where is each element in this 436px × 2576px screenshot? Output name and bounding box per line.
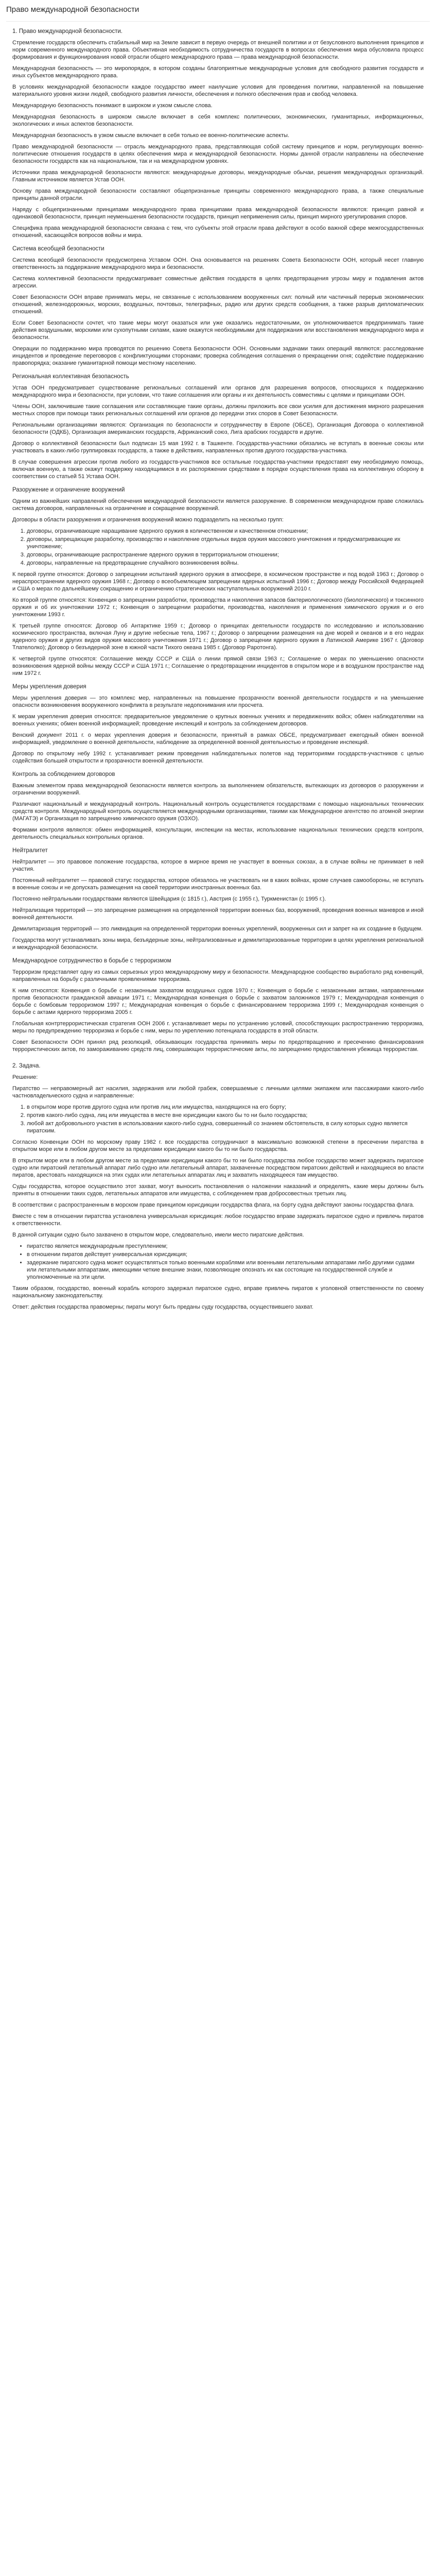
paragraph: Если Совет Безопасности сочтет, что такие меры могут оказаться или уже оказались недостаточными, он уполномочивается предпринимать такие действия воздушными, морскими или сухопутными силами, какие окажутся необходимыми для поддержания или восстановления международного мира и безопасности.: [12, 320, 424, 341]
paragraph: Венский документ 2011 г. о мерах укрепления доверия и безопасности, принятый в рамках ОБСЕ, предусматривает ежегодный обмен военной информацией, уведомление о военной деятельности, наблюдение за определенной военной деятельностью и проведение инспекций.: [12, 732, 424, 745]
paragraph: Демилитаризация территорий — это ликвидация на определенной территории военных укреплений, вооруженных сил и запрет на их создание в будущем.: [12, 926, 423, 932]
paragraph: Устав ООН предусматривает существование региональных соглашений или органов для разрешения вопросов, относящихся к поддержанию международного мира и безопасности, при условии, что такие соглашения или органы и их деятельность совместимы с целями и принципами ООН.: [12, 385, 424, 398]
bullet-list: [12, 1243, 424, 1281]
section-heading: Региональная коллективная безопасность: [12, 374, 129, 380]
paragraph: Совет Безопасности ООН принял ряд резолюций, обязывающих государства принимать меры по предотвращению и пресечению финансирования террористических актов, по замораживанию средств лиц, совершающих террористические акты, по запрещению предоставления убежища террористам.: [12, 1039, 424, 1053]
paragraph: К третьей группе относятся: Договор об Антарктике 1959 г.; Договор о принципах деятельности государств по исследованию и использованию космического пространства, включая Луну и другие небесные тела, 1967 г.; Договор о запрещении размещения на дне морей и океанов и в его недрах ядерного оружия и других видов оружия массового уничтожения 1971 г.; Договор о запрещении ядерного оружия в Латинской Америке 1967 г. (Договор Тлателолко); Договор о безъядерной зоне в южной части Тихого океана 1985 г. (Договор Раротонга).: [12, 623, 424, 651]
paragraph: К ним относятся: Конвенция о борьбе с незаконным захватом воздушных судов 1970 г.; Конвенция о борьбе с незаконными актами, направленными против безопасности гражданской авиации 1971 г.; Международная конвенция о борьбе с захватом заложников 1979 г.; Международная конвенция о борьбе с бомбовым терроризмом 1997 г.; Международная конвенция о борьбе с финансированием терроризма 1999 г.; Международная конвенция о борьбе с актами ядерного терроризма 2005 г.: [12, 988, 424, 1015]
section-heading: 2. Задача.: [12, 1063, 41, 1069]
paragraph: Вместе с тем в отношении пиратства установлена универсальная юрисдикция: любое государство вправе задержать пиратское судно и привлечь пиратов к ответственности.: [12, 1213, 424, 1227]
paragraph: В условиях международной безопасности каждое государство имеет наилучшие условия для проведения политики, направленной на повышение материального уровня жизни людей, свободного развития личности, обеспечения и полного обеспечения прав и свобод человека.: [12, 84, 424, 97]
section-heading: Меры укрепления доверия: [12, 684, 86, 690]
list-item: 1. в открытом море против другого судна или против лиц или имущества, находящихся на его борту;: [27, 1104, 424, 1111]
document-body: [6, 21, 430, 1311]
paragraph: Ответ: действия государства правомерны; пираты могут быть преданы суду государства, осуществившего захват.: [12, 1304, 313, 1310]
paragraph: Наряду с общепризнанными принципами международного права принципами права международной безопасности являются: принцип равной и одинаковой безопасности, принцип неуменьшения безопасности государств, принцип неприменения силы, принцип мирного урегулирования споров.: [12, 207, 424, 220]
list-item: 2. договоры, запрещающие разработку, производство и накопление отдельных видов оружия массового уничтожения и предусматривающие их уничтожение;: [27, 536, 424, 550]
paragraph: Стремление государств обеспечить стабильный мир на Земле зависит в первую очередь от внешней политики и от безусловного выполнения принципов и норм современного международного права. Объективная необходимость сотрудничества государств в вопросах обеспечения мира обусловила процесс формирования и функционирования новой отрасли общего международного права — права международной безопасности.: [12, 40, 424, 60]
paragraph: Договоры в области разоружения и ограничения вооружений можно подразделить на несколько групп:: [12, 517, 284, 523]
list-item: 1. договоры, ограничивающие наращивание ядерного оружия в количественном и качественном отношении;: [27, 528, 424, 535]
paragraph: Система всеобщей безопасности предусмотрена Уставом ООН. Она основывается на решениях Совета Безопасности ООН, который несет главную ответственность за поддержание международного мира и безопасности.: [12, 257, 424, 270]
paragraph: К мерам укрепления доверия относятся: предварительное уведомление о крупных военных учениях и передвижениях войск; обмен наблюдателями на военных учениях; обмен военной информацией; проведение инспекций и контроль за соблюдением договоров.: [12, 714, 424, 727]
paragraph: Терроризм представляет одну из самых серьезных угроз международному миру и безопасности. Международное сообщество выработало ряд конвенций, направленных на борьбу с различными проявлениями терроризма.: [12, 969, 424, 982]
section-heading: 1. Право международной безопасности.: [12, 28, 123, 35]
paragraph: В открытом море или в любом другом месте за пределами юрисдикции какого бы то ни было государства любое государство может задержать пиратское судно или пиратский летательный аппарат либо судно или летательный аппарат, захваченные посредством пиратских действий и находящиеся во власти пиратов, арестовать находящихся на этих судах или летательных аппаратах лиц и захватить находящееся там имущество.: [12, 1158, 424, 1178]
paragraph: К первой группе относятся: Договор о запрещении испытаний ядерного оружия в атмосфере, в космическом пространстве и под водой 1963 г.; Договор о нераспространении ядерного оружия 1968 г.; Договор о всеобъемлющем запрещении ядерных испытаний 1996 г.; Договор между Российской Федерацией и США о мерах по дальнейшему сокращению и ограничению стратегических наступательных вооружений 2010 г.: [12, 571, 424, 592]
paragraph: Международная безопасность в узком смысле включает в себя только ее военно-политические аспекты.: [12, 132, 290, 139]
paragraph: В случае совершения агрессии против любого из государств-участников все остальные государства-участники предоставят ему необходимую помощь, включая военную, а также окажут поддержку находящимися в их распоряжении средствами в порядке осуществления права на коллективную оборону в соответствии со статьей 51 Устава ООН.: [12, 459, 424, 480]
paragraph: Одним из важнейших направлений обеспечения международной безопасности является разоружение. В современном международном праве сложилась система договоров, направленных на ограничение и сокращение вооружений.: [12, 498, 424, 512]
numbered-list: [12, 528, 424, 567]
paragraph: В данной ситуации судно было захвачено в открытом море, следовательно, имели место пиратские действия.: [12, 1232, 304, 1238]
paragraph: К четвертой группе относятся: Соглашение между СССР и США о линии прямой связи 1963 г.; Соглашение о мерах по уменьшению опасности возникновения ядерной войны между СССР и США 1971 г.; Соглашение о предотвращении инцидентов в открытом море и в воздушном пространстве над ним 1972 г.: [12, 656, 424, 676]
paragraph: Система коллективной безопасности предусматривает совместные действия государств в целях предотвращения угрозы миру и подавления актов агрессии.: [12, 276, 424, 289]
paragraph: Решение:: [12, 1074, 38, 1080]
paragraph: Источники права международной безопасности являются: международные договоры, международные обычаи, решения международных организаций. Главным источником является Устав ООН.: [12, 170, 424, 183]
list-item: 2. против какого-либо судна, лиц или имущества в месте вне юрисдикции какого бы то ни было государства;: [27, 1112, 424, 1119]
paragraph: Различают национальный и международный контроль. Национальный контроль осуществляется государствами с помощью национальных технических средств контроля. Международный контроль осуществляется международными организациями, такими как Международное агентство по атомной энергии (МАГАТЭ) и Организация по запрещению химического оружия (ОЗХО).: [12, 801, 424, 822]
paragraph: Важным элементом права международной безопасности является контроль за выполнением обязательств, вытекающих из договоров о разоружении и ограничении вооружений.: [12, 783, 424, 796]
section-heading: Разоружение и ограничение вооружений: [12, 487, 125, 493]
paragraph: Суды государства, которое осуществило этот захват, могут выносить постановления о наложении наказаний и определять, какие меры должны быть приняты в отношении таких судов, летательных аппаратов или имущества, с соблюдением прав добросовестных третьих лиц.: [12, 1183, 424, 1197]
paragraph: Государства могут устанавливать зоны мира, безъядерные зоны, нейтрализованные и демилитаризованные территории в целях укрепления региональной и международной безопасности.: [12, 937, 424, 951]
paragraph: Нейтралитет — это правовое положение государства, которое в мирное время не участвует в военных союзах, а в случае войны не принимает в ней участия.: [12, 859, 424, 872]
paragraph: Международную безопасность понимают в широком и узком смысле слова.: [12, 103, 213, 109]
section-heading: Система всеобщей безопасности: [12, 246, 104, 252]
paragraph: Согласно Конвенции ООН по морскому праву 1982 г. все государства сотрудничают в максимально возможной степени в пресечении пиратства в открытом море или в любом другом месте за пределами юрисдикции какого бы то ни было государства.: [12, 1139, 424, 1153]
list-item: • задержание пиратского судна может осуществляться только военными кораблями или военными летательными аппаратами либо другими судами или летательными аппаратами, имеющими четкие внешние знаки, позволяющие опознать их как состоящие на государственной службе и уполномоченные на эти цели.: [27, 1259, 424, 1281]
list-item: 4. договоры, направленные на предотвращение случайного возникновения войны.: [27, 560, 424, 567]
paragraph: Совет Безопасности ООН вправе принимать меры, не связанные с использованием вооруженных сил: полный или частичный перерыв экономических отношений, железнодорожных, морских, воздушных, почтовых, телеграфных, радио или других средств сообщения, а также разрыв дипломатических отношений.: [12, 294, 424, 315]
paragraph: Международная безопасность — это миропорядок, в котором созданы благоприятные международные условия для свободного развития государств и иных субъектов международного права.: [12, 65, 424, 79]
paragraph: Таким образом, государство, военный корабль которого задержал пиратское судно, вправе привлечь пиратов к уголовной ответственности по своему национальному законодательству.: [12, 1285, 424, 1299]
paragraph: Глобальная контртеррористическая стратегия ООН 2006 г. устанавливает меры по устранению условий, способствующих распространению терроризма, меры по предупреждению терроризма и борьбе с ним, меры по укреплению потенциала государств в этой области.: [12, 1021, 424, 1034]
page-title: Право международной безопасности: [6, 5, 139, 14]
list-item: 3. любой акт добровольного участия в использовании какого-либо судна, совершенный со знанием обстоятельств, в силу которых судно является пиратским.: [27, 1120, 424, 1134]
paragraph: Право международной безопасности — отрасль международного права, представляющая собой систему принципов и норм, регулирующих военно-политические отношения государств в целях обеспечения мира и международной безопасности. Нормы данной отрасли направлены на обеспечение безопасности государств как на национальном, так и на международном уровнях.: [12, 144, 424, 164]
paragraph: Договор по открытому небу 1992 г. устанавливает режим проведения наблюдательных полетов над территориями государств-участников с целью содействия большей открытости и прозрачности военной деятельности.: [12, 751, 424, 764]
section-heading: Контроль за соблюдением договоров: [12, 771, 115, 777]
list-item: • пиратство является международным преступлением;: [27, 1243, 424, 1250]
paragraph: Ко второй группе относятся: Конвенция о запрещении разработки, производства и накопления запасов бактериологического (биологического) и токсинного оружия и об их уничтожении 1972 г.; Конвенция о запрещении разработки, производства, накопления и применения химического оружия и о его уничтожении 1993 г.: [12, 597, 424, 618]
paragraph: Нейтрализация территорий — это запрещение размещения на определенной территории военных баз, вооружений, проведения военных маневров и иной военной деятельности.: [12, 907, 424, 921]
paragraph: Специфика права международной безопасности связана с тем, что субъекты этой отрасли права действуют в особо важной сфере межгосударственных отношений, касающейся вопросов войны и мира.: [12, 225, 424, 239]
section-heading: Нейтралитет: [12, 848, 48, 854]
paragraph: Постоянный нейтралитет — правовой статус государства, которое обязалось не участвовать ни в каких войнах, кроме случаев самообороны, не вступать в военные союзы и не допускать размещения на своей территории иностранных военных баз.: [12, 877, 424, 891]
list-item: 3. договоры, ограничивающие распространение ядерного оружия в территориальном отношении;: [27, 551, 424, 558]
paragraph: В соответствии с распространенным в морском праве принципом юрисдикции государства флага, на борту судна действуют законы государства флага.: [12, 1202, 414, 1208]
section-heading: Международное сотрудничество в борьбе с терроризмом: [12, 958, 171, 964]
list-item: • в отношении пиратов действует универсальная юрисдикция;: [27, 1251, 424, 1258]
paragraph: Договор о коллективной безопасности был подписан 15 мая 1992 г. в Ташкенте. Государства-участники обязались не вступать в военные союзы или участвовать в каких-либо группировках государств, а также в действиях, направленных против другого государства-участника.: [12, 440, 424, 454]
paragraph: Операции по поддержанию мира проводятся по решению Совета Безопасности ООН. Основными задачами таких операций являются: расследование инцидентов и проведение переговоров с конфликтующими сторонами; проверка соблюдения соглашения о прекращении огня; содействие поддержанию правопорядка; оказание гуманитарной помощи местному населению.: [12, 346, 424, 366]
paragraph: Члены ООН, заключившие такие соглашения или составляющие такие органы, должны приложить все свои усилия для достижения мирного разрешения местных споров при помощи таких региональных соглашений или органов до передачи этих споров в Совет Безопасности.: [12, 403, 424, 417]
paragraph: Основу права международной безопасности составляют общепризнанные принципы современного международного права, а также специальные принципы данной отрасли.: [12, 188, 424, 201]
paragraph: Меры укрепления доверия — это комплекс мер, направленных на повышение прозрачности военной деятельности государств и на уменьшение опасности возникновения вооруженного конфликта в результате недопонимания или просчета.: [12, 695, 424, 708]
paragraph: Региональными организациями являются: Организация по безопасности и сотрудничеству в Европе (ОБСЕ), Организация Договора о коллективной безопасности (ОДКБ), Организация американских государств, Африканский союз, Лига арабских государств и другие.: [12, 422, 424, 435]
paragraph: Пиратство — неправомерный акт насилия, задержания или любой грабеж, совершаемые с личными целями экипажем или пассажирами какого-либо частновладельческого судна и направленные:: [12, 1086, 424, 1099]
numbered-list: [12, 1104, 424, 1134]
paragraph: Международная безопасность в широком смысле включает в себя комплекс политических, экономических, гуманитарных, информационных, экологических и иных аспектов безопасности.: [12, 114, 424, 127]
paragraph: Формами контроля являются: обмен информацией, консультации, инспекции на местах, использование национальных технических средств контроля, деятельность специальных контрольных органов.: [12, 827, 424, 840]
paragraph: Постоянно нейтральными государствами являются Швейцария (с 1815 г.), Австрия (с 1955 г.), Туркменистан (с 1995 г.).: [12, 896, 326, 902]
